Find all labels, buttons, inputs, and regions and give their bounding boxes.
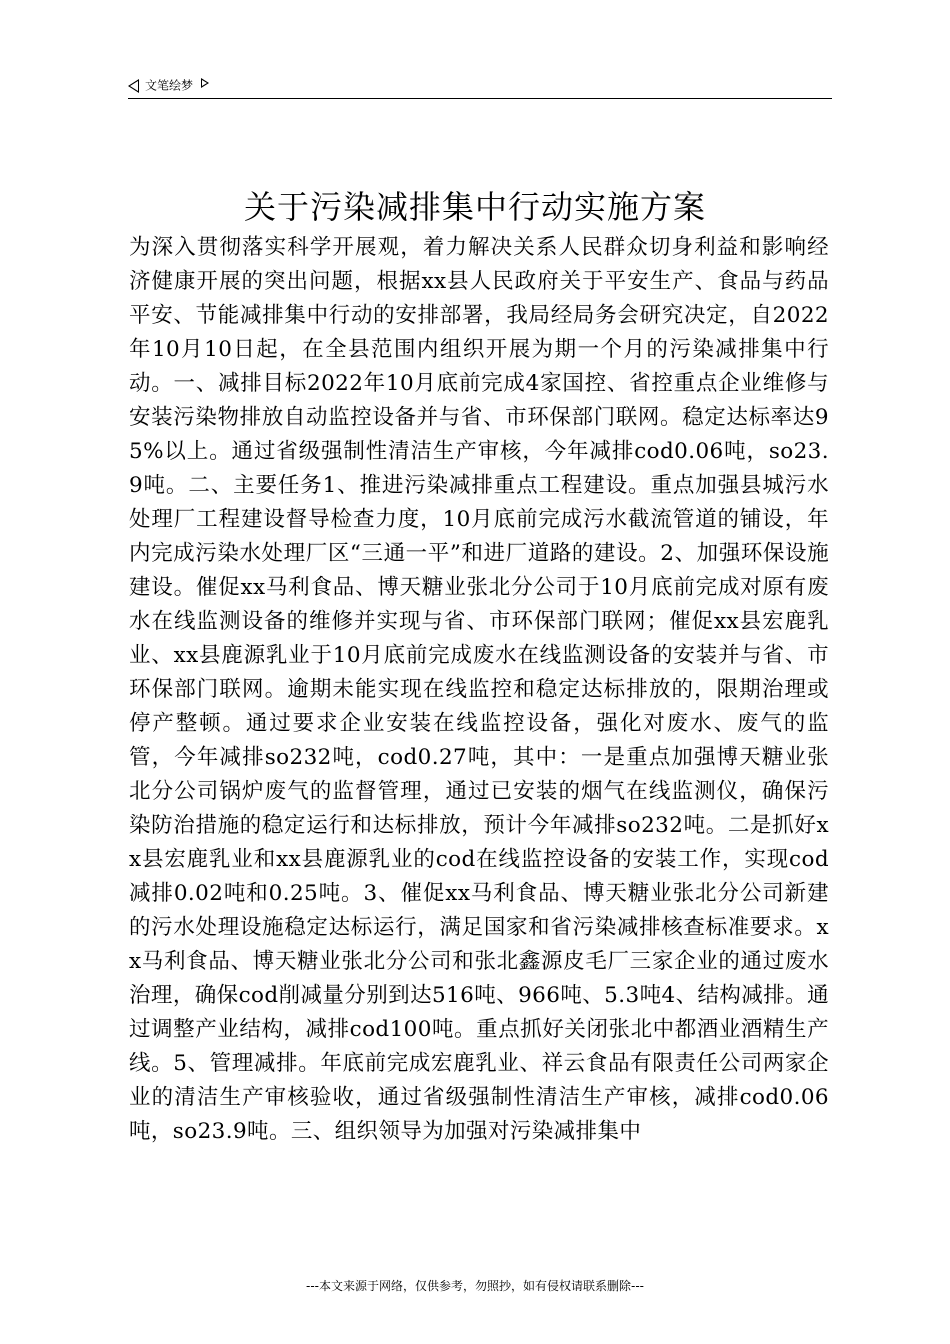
page-header [128, 76, 832, 99]
triangle-left-icon [128, 79, 139, 93]
header-brand: 文笔绘梦 [145, 78, 194, 93]
footer-disclaimer: ---本文来源于网络，仅供参考，勿照抄，如有侵权请联系删除--- [306, 1279, 644, 1293]
document-title: 关于污染减排集中行动实施方案 [243, 188, 706, 226]
document-body: 为深入贯彻落实科学开展观，着力解决关系人民群众切身利益和影响经济健康开展的突出问题，根据xx县人民政府关于平安生产、食品与药品平安、节能减排集中行动的安排部署，我局经局务会研究决定，自2022年10月10日起，在全县范围内组织开展为期一个月的污染减排集中行动。一、减排目标2022年10月底前完成4家国控、省控重点企业维修与安装污染物排放自动监控设备并与省、市环保部门联网。稳定达标率达95%以上。通过省级强制性清洁生产审核，今年减排cod0.06吨，so23.9吨。二、主要任务1、推进污染减排重点工程建设。重点加强县城污水处理厂工程建设督导检查力度，10月底前完成污水截流管道的铺设，年内完成污染水处理厂区“三通一平”和进厂道路的建设。2、加强环保设施建设。催促xx马利食品、博天糖业张北分公司于10月底前完成对原有废水在线监测设备的维修并实现与省、市环保部门联网；催促xx县宏鹿乳业、xx县鹿源乳业于10月底前完成废水在线监测设备的安装并与省、市环保部门联网。逾期未能实现在线监控和稳定达标排放的，限期治理或停产整顿。通过要求企业安装在线监控设备，强化对废水、废气的监管，今年减排so232吨，cod0.27吨，其中：一是重点加强博天糖业张北分公司锅炉废气的监督管理，通过已安装的烟气在线监测仪，确保污染防治措施的稳定运行和达标排放，预计今年减排so232吨。二是抓好xx县宏鹿乳业和xx县鹿源乳业的cod在线监控设备的安装工作，实现cod减排0.02吨和0.25吨。3、催促xx马利食品、博天糖业张北分公司新建的污水处理设施稳定达标运行，满足国家和省污染减排核查标准要求。xx马利食品、博天糖业张北分公司和张北鑫源皮毛厂三家企业的通过废水治理，确保cod削减量分别到达516吨、966吨、5.3吨4、结构减排。通过调整产业结构，减排cod100吨。重点抓好关闭张北中都酒业酒精生产线。5、管理减排。年底前完成宏鹿乳业、祥云食品有限责任公司两家企业的清洁生产审核验收，通过省级强制性清洁生产审核，减排cod0.06吨，so23.9吨。三、组织领导为加强对污染减排集中 [129, 235, 829, 1144]
triangle-right-icon [201, 78, 209, 88]
